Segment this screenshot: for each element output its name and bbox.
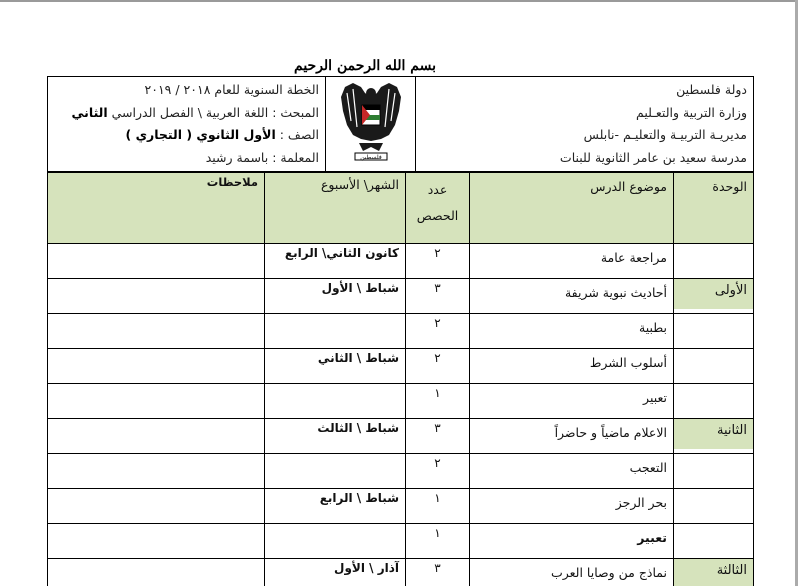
table-row	[48, 524, 754, 559]
unit-cell	[674, 489, 754, 524]
topic-text: الاعلام ماضياً و حاضراً	[554, 425, 667, 440]
month-text: شباط \ الثاني	[317, 351, 399, 365]
topic-text: بحر الرجز	[615, 495, 667, 510]
school-name: مدرسة سعيد بن عامر الثانوية للبنات	[559, 149, 747, 165]
count-cell	[406, 349, 470, 384]
notes-cell	[48, 349, 265, 384]
month-cell	[265, 314, 406, 349]
unit-cell	[674, 279, 754, 314]
notes-cell	[48, 384, 265, 419]
month-text: كانون الثاني\ الرابع	[284, 246, 399, 260]
topic-cell	[470, 419, 674, 454]
basmala-heading: بسم الله الرحمن الرحيم	[294, 58, 436, 74]
notes-cell	[48, 524, 265, 559]
month-cell	[265, 489, 406, 524]
topic-text: تعبير	[643, 390, 667, 405]
table-row	[48, 244, 754, 279]
count-text: ١	[434, 386, 441, 400]
month-cell	[265, 349, 406, 384]
count-text: ٢	[434, 246, 441, 260]
count-text: ٣	[434, 421, 441, 435]
topic-cell	[470, 349, 674, 384]
count-cell	[406, 279, 470, 314]
month-cell	[265, 244, 406, 279]
month-cell	[265, 279, 406, 314]
state-name: دولة فلسطين	[676, 82, 747, 97]
topic-cell	[470, 314, 674, 349]
count-cell	[406, 454, 470, 489]
directorate-name: مديريـة التربيـة والتعليـم -نابلس	[583, 127, 747, 142]
notes-cell	[48, 419, 265, 454]
topic-cell	[470, 384, 674, 419]
ministry-name: وزارة التربية والتعـليم	[636, 104, 747, 120]
topic-text: نماذج من وصايا العرب	[550, 565, 667, 580]
topic-text: التعجب	[629, 460, 667, 475]
month-text	[271, 384, 399, 386]
annual-plan-table	[47, 172, 754, 586]
month-text	[271, 454, 399, 456]
table-row	[48, 349, 754, 384]
topic-cell	[470, 559, 674, 586]
emblem-caption: فلسطين	[359, 154, 382, 161]
topic-text: تعبير	[637, 530, 667, 545]
header-topic: موضوع الدرس	[470, 173, 674, 244]
month-text: شباط \ الرابع	[319, 491, 399, 505]
topic-cell	[470, 524, 674, 559]
month-cell	[265, 384, 406, 419]
page-top-edge	[0, 0, 795, 2]
count-cell	[406, 314, 470, 349]
count-cell	[406, 489, 470, 524]
subject-line: المبحث : اللغة العربية \ الفصل الدراسي الثاني	[71, 104, 319, 120]
count-text: ١	[434, 491, 441, 505]
table-row	[48, 384, 754, 419]
header-month-week: الشهر\ الأسبوع	[265, 173, 406, 244]
topic-cell	[470, 454, 674, 489]
unit-label: الثانية	[674, 419, 753, 449]
notes-cell	[48, 244, 265, 279]
topic-cell	[470, 279, 674, 314]
month-text: شباط \ الأول	[321, 281, 399, 295]
table-row	[48, 559, 754, 586]
count-text: ١	[434, 526, 441, 540]
count-cell	[406, 419, 470, 454]
unit-cell	[674, 384, 754, 419]
table-header-row	[48, 173, 754, 244]
notes-cell	[48, 279, 265, 314]
count-text: ٢	[434, 351, 441, 365]
header-left-cell	[48, 77, 326, 172]
month-cell	[265, 524, 406, 559]
count-text: ٢	[434, 316, 441, 330]
table-row	[48, 279, 754, 314]
topic-text: أحاديث نبوية شريفة	[564, 285, 667, 300]
month-text	[271, 314, 399, 316]
topic-text: أسلوب الشرط	[589, 355, 667, 370]
term-value: الثاني	[71, 104, 108, 120]
count-text: ٣	[434, 281, 441, 295]
header-right-cell	[416, 77, 754, 172]
count-cell	[406, 384, 470, 419]
table-row	[48, 419, 754, 454]
grade-line: الصف : الأول الثانوي ( التجاري )	[125, 127, 319, 142]
grade-value: الأول الثانوي ( التجاري )	[125, 127, 276, 142]
unit-cell	[674, 559, 754, 586]
topic-text: بطبية	[639, 320, 667, 335]
unit-cell	[674, 524, 754, 559]
count-text: ٢	[434, 456, 441, 470]
header-count: عدد الحصص	[406, 173, 470, 244]
teacher-line: المعلمة : باسمة رشيد	[205, 149, 319, 165]
month-text: آذار \ الأول	[334, 561, 399, 575]
unit-label: الثالثة	[674, 559, 753, 586]
topic-cell	[470, 489, 674, 524]
notes-cell	[48, 489, 265, 524]
topic-text: مراجعة عامة	[600, 250, 667, 265]
header-notes: ملاحظات	[48, 173, 265, 244]
notes-cell	[48, 559, 265, 586]
unit-cell	[674, 349, 754, 384]
logo-cell	[326, 77, 416, 172]
topic-cell	[470, 244, 674, 279]
palestine-eagle-emblem	[339, 81, 403, 165]
plan-year: الخطة السنوية للعام ٢٠١٨ / ٢٠١٩	[144, 82, 319, 97]
table-row	[48, 454, 754, 489]
header-table	[47, 76, 754, 172]
month-text: شباط \ الثالث	[317, 421, 399, 435]
table-row	[48, 489, 754, 524]
count-cell	[406, 244, 470, 279]
header-unit: الوحدة	[674, 173, 754, 244]
count-cell	[406, 524, 470, 559]
month-cell	[265, 559, 406, 586]
unit-label: الأولى	[674, 279, 753, 309]
unit-cell	[674, 454, 754, 489]
unit-cell	[674, 419, 754, 454]
month-cell	[265, 454, 406, 489]
month-text	[271, 524, 399, 526]
count-cell	[406, 559, 470, 586]
table-row	[48, 314, 754, 349]
notes-cell	[48, 314, 265, 349]
count-text: ٣	[434, 561, 441, 575]
unit-cell	[674, 314, 754, 349]
unit-cell	[674, 244, 754, 279]
notes-cell	[48, 454, 265, 489]
month-cell	[265, 419, 406, 454]
